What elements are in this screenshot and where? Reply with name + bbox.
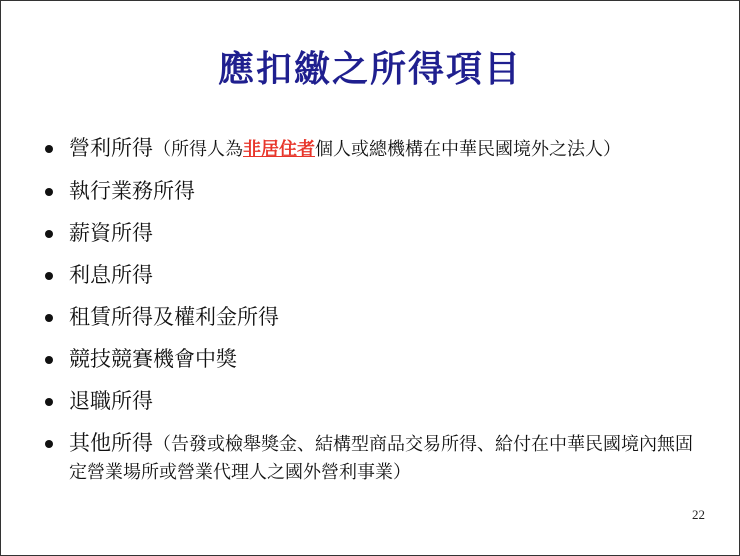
bullet-item-dividend-income <box>45 135 705 163</box>
bullet-dot-icon <box>45 272 53 280</box>
slide-title: 應扣繳之所得項目 <box>217 48 522 90</box>
bullet-dot-icon <box>45 356 53 364</box>
bullet-note: （告發或檢舉獎金、結構型商品交易所得、給付在中華民國境內無固定營業場所或營業代理人之國外營利事業） <box>69 434 693 483</box>
bullet-item-salary-income <box>45 220 705 247</box>
bullet-dot-icon <box>45 145 53 153</box>
bullet-dot-icon <box>45 314 53 322</box>
bullet-item-prize-income <box>45 346 705 373</box>
bullet-main-text: 執行業務所得 <box>69 179 195 203</box>
bullet-main-text: 其他所得 <box>69 431 153 455</box>
bullet-main-text: 競技競賽機會中獎 <box>69 347 237 371</box>
bullet-list <box>45 135 705 501</box>
bullet-main-text: 薪資所得 <box>69 221 153 245</box>
bullet-dot-icon <box>45 440 53 448</box>
bullet-note-close: 個人或總機構在中華民國境外之法人） <box>315 139 621 160</box>
bullet-dot-icon <box>45 188 53 196</box>
bullet-item-rental-royalty-income <box>45 304 705 331</box>
page-number: 22 <box>692 507 705 522</box>
bullet-note-open: （所得人為 <box>153 139 243 160</box>
bullet-main-text: 營利所得 <box>69 136 153 160</box>
bullet-dot-icon <box>45 398 53 406</box>
bullet-main-text: 租賃所得及權利金所得 <box>69 305 279 329</box>
bullet-main-text: 退職所得 <box>69 389 153 413</box>
bullet-item-professional-income <box>45 178 705 205</box>
bullet-main-text: 利息所得 <box>69 263 153 287</box>
bullet-item-other-income <box>45 430 705 486</box>
bullet-dot-icon <box>45 230 53 238</box>
bullet-item-retirement-income <box>45 388 705 415</box>
non-resident-highlight: 非居住者 <box>243 139 315 160</box>
bullet-item-interest-income <box>45 262 705 289</box>
